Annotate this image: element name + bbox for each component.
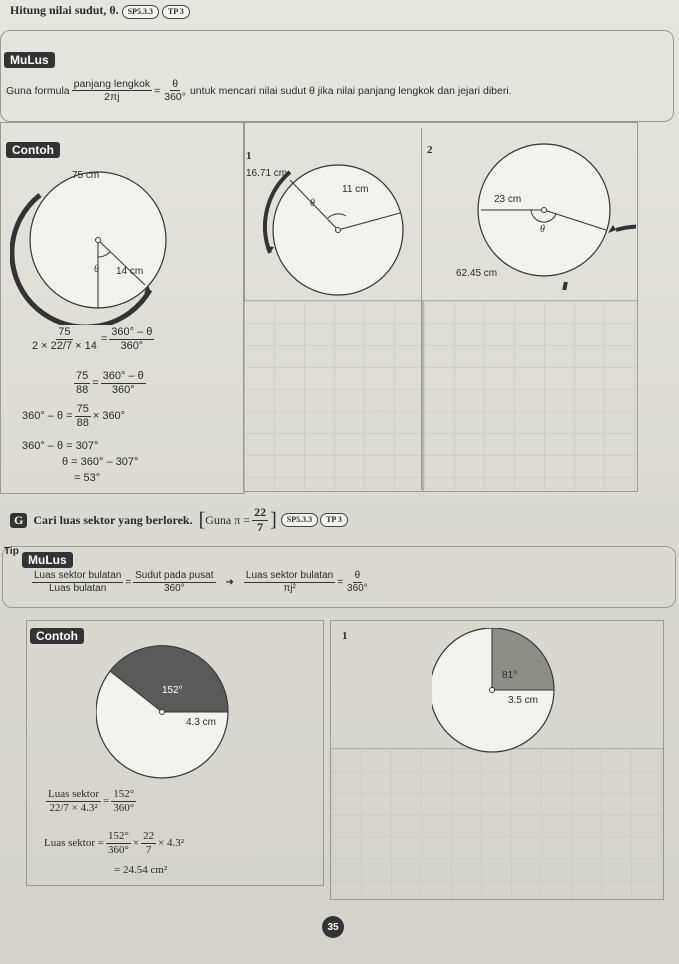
step-frac [109,326,154,352]
contoh1-step5: θ = 360° – 307° [62,456,139,468]
step-frac [30,326,99,352]
frac-den: 360° [164,91,186,104]
contoh2-step1: $\frac{\text{Luas sektor}}{\text{22/7 × 4.3²}}$ = $\frac{152^\circ}{360^\circ}$ [48,788,135,814]
section-g-text: Cari luas sektor yang berlorek. [33,512,193,527]
frac-den: Luas bulatan [49,582,107,594]
ex3-sector-diagram [432,628,572,763]
guna-text: Guna π = [205,512,251,527]
frac-num: 360° – θ [102,370,144,382]
frac-num: Luas sektor bulatan [34,570,122,581]
contoh1-circle-diagram [10,165,180,325]
mulus-formula-2 [30,570,372,594]
frac-den: 7 [145,843,152,856]
tp-badge: TP 3 [162,5,190,19]
step-frac [46,788,101,814]
step-frac [141,830,156,856]
step-left: 360° – θ = [22,410,73,423]
contoh1-step3 [22,403,125,429]
formula-frac [244,570,335,594]
frac-den: 2πj [104,91,120,104]
contoh1-theta-label: θ [94,264,99,275]
step-frac [106,830,131,856]
step-right: × 4.3² [158,837,185,850]
tip-label: Tip [4,546,19,557]
frac-den: πj² [283,582,296,594]
ex2-theta-label: θ [540,224,545,235]
mulus-label-2: MuLus [22,552,73,568]
frac-den: 2 × 22/7 × 14 [32,339,97,352]
ex2-arc-label: 62.45 cm [456,268,498,279]
frac-den: 7 [257,519,264,534]
equals-sign: = [125,576,132,588]
work-grid-3 [330,748,664,900]
frac-num: 360° – θ [111,326,153,338]
equals-sign: = [154,84,161,97]
ex1-arc-label: 16.71 cm [246,168,288,179]
contoh2-sector-diagram [96,640,246,785]
frac-num: 75 [76,370,89,382]
contoh2-angle-label: 152° [162,685,183,696]
contoh1-step1: $\frac{75}{2 \times 22/7 \times 14}$ = $\frac{360^\circ - \theta}{360^\circ}$ [32,326,153,352]
contoh1-arc-label: 75 cm [72,170,100,181]
question-heading [10,3,190,19]
contoh1-step4: 360° – θ = 307° [22,440,99,452]
pi-frac [252,506,268,535]
contoh2-step3: = 24.54 cm² [114,864,168,876]
heading-text: Hitung nilai sudut, θ. [10,3,119,17]
step-frac [101,370,146,396]
ex1-radius-label: 11 cm [342,184,369,195]
frac-num: Sudut pada pusat [135,570,214,581]
formula-frac [345,570,370,594]
formula-pre: Guna formula [6,84,70,97]
frac-num: 152° [107,830,129,842]
ex3-angle-label: 81° [502,670,518,681]
mulus-label-1: MuLus [4,52,55,68]
formula-frac-2 [162,78,188,103]
step-right: × 360° [92,410,126,423]
page-number: 35 [322,916,344,938]
frac-den: 88 [76,416,89,429]
ex1-circle-diagram [250,158,420,303]
times-sign: × [132,837,140,850]
frac-num: Luas sektor bulatan [245,570,334,581]
frac-num: θ [354,570,361,581]
ex3-radius-label: 3.5 cm [508,695,539,706]
frac-num: 75 [58,326,71,338]
contoh2-step2 [44,830,184,856]
frac-den: 88 [76,383,89,396]
equals-sign: = [337,576,344,588]
sp-badge: SP5.3.3 [122,5,159,19]
formula-frac-1 [72,78,152,103]
ex2-circle-diagram [456,130,636,290]
panel-divider [421,128,422,490]
sp-badge: SP5.3.3 [281,513,318,527]
contoh1-step2: $\frac{75}{88}$ = $\frac{360^\circ - \theta}{360^\circ}$ [76,370,144,396]
formula-post: untuk mencari nilai sudut θ jika nilai panjang lengkok dan jejari diberi. [189,84,512,97]
mulus-formula-1 [6,78,512,103]
contoh-label-1: Contoh [6,142,60,158]
tp-badge: TP 3 [320,513,348,527]
mulus-box-1 [0,30,674,122]
frac-den: 360° [107,843,129,856]
step-frac [111,788,136,814]
frac-num: Luas sektor [48,788,100,800]
contoh1-step6: = 53° [74,472,101,484]
frac-num: 22 [254,505,267,519]
frac-num: panjang lengkok [73,78,151,90]
ex1-number: 1 [246,150,252,162]
frac-num: 75 [76,403,89,415]
contoh2-radius-label: 4.3 cm [186,717,217,728]
frac-den: 360° [113,801,135,814]
arrow-icon: ➜ [225,576,234,588]
step-left: Luas sektor = [44,837,104,850]
frac-num: 152° [113,788,135,800]
step-frac [75,403,91,429]
frac-den: 22/7 × 4.3² [49,801,98,814]
frac-den: 360° [111,383,135,396]
frac-num: θ [172,78,179,90]
frac-den: 360° [163,582,185,594]
section-g-heading: G Cari luas sektor yang berlorek. [ Guna π = $\frac{22}{7}$ ] SP5.3.3 TP 3 [10,506,348,535]
ex2-number: 2 [427,144,433,156]
ex3-number: 1 [342,630,348,642]
frac-den: 360° [120,339,144,352]
contoh1-radius-label: 14 cm [116,266,144,277]
frac-den: 360° [347,582,368,594]
formula-frac [133,570,215,594]
section-g-letter: G [10,513,27,528]
step-frac [74,370,90,396]
ex2-radius-label: 23 cm [494,194,522,205]
contoh-label-2: Contoh [30,628,84,644]
formula-frac [32,570,123,594]
frac-num: 22 [143,830,155,842]
ex1-theta-label: θ [310,198,315,209]
